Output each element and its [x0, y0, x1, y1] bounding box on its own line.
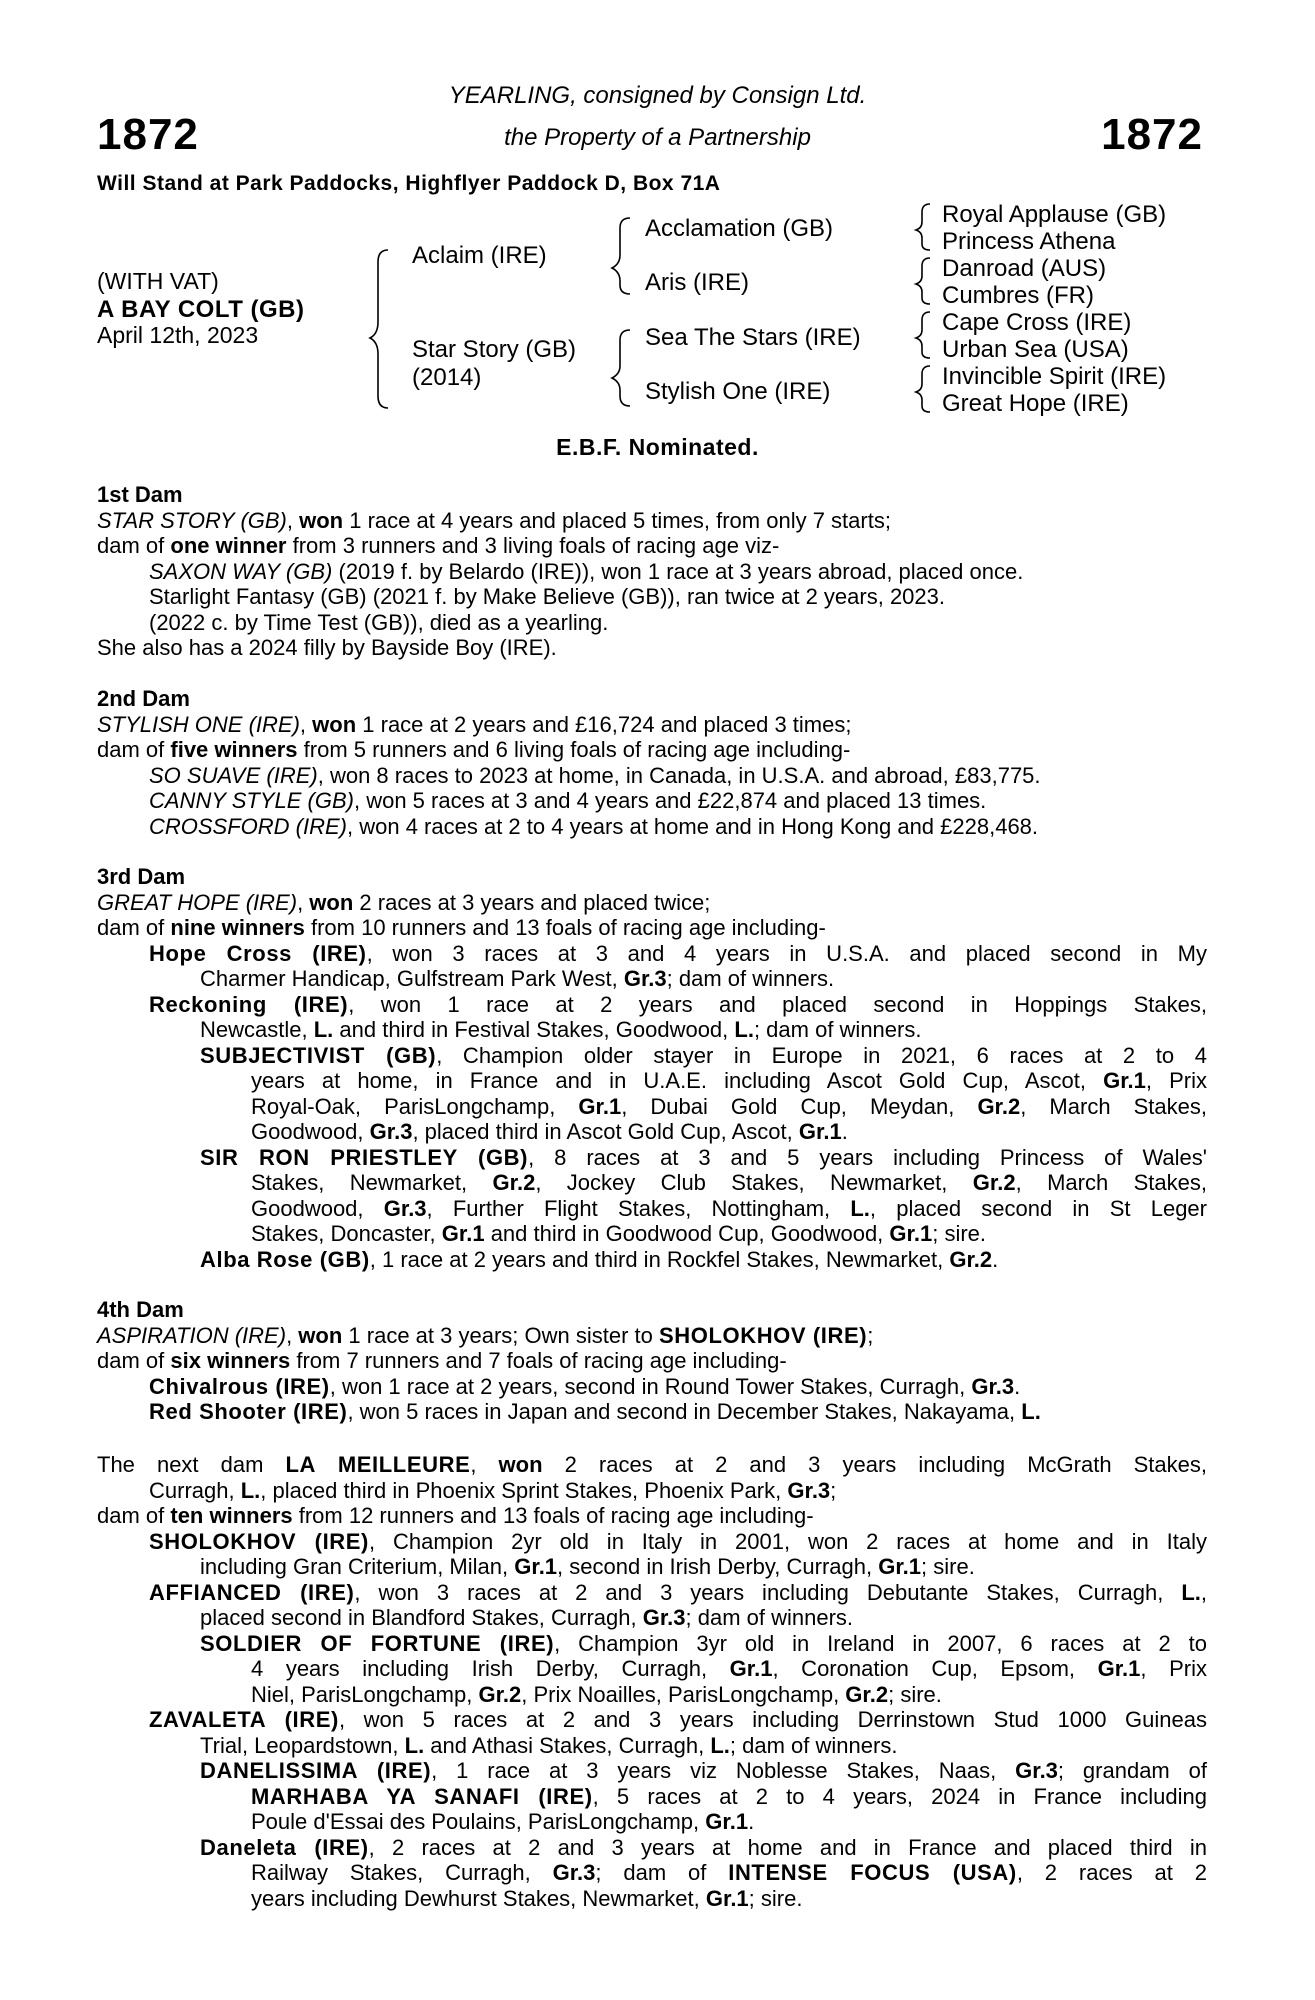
produce-hope-cross: Hope Cross (IRE), won 3 races at 3 and 4 years in U.S.A. and placed second in My [149, 940, 1207, 966]
pedigree-g3-4: Cumbres (FR) [942, 282, 1095, 309]
pedigree-dam: Star Story (GB) [412, 336, 577, 363]
foaling-date: April 12th, 2023 [97, 322, 259, 348]
second-dam-produce: dam of five winners from 5 runners and 6 living foals of racing age including- [97, 737, 851, 762]
next-dam-section [97, 1452, 1207, 1911]
produce-subjectivist-2: years at home, in France and in U.A.E. including Ascot Gold Cup, Ascot, Gr.1, Prix [251, 1068, 1207, 1093]
stand-location: Will Stand at Park Paddocks, Highflyer Paddock D, Box 71A [97, 172, 721, 195]
produce-sir-ron-priestley: SIR RON PRIESTLEY (GB), 8 races at 3 and 5 years including Princess of Wales' [200, 1144, 1207, 1170]
produce-zavaleta-2: Trial, Leopardstown, L. and Athasi Stakes, Curragh, L.; dam of winners. [200, 1732, 898, 1758]
second-dam-section [97, 686, 1207, 839]
next-dam-produce: dam of ten winners from 12 runners and 13 foals of racing age including- [97, 1503, 814, 1528]
produce-daneleta-2: Railway Stakes, Curragh, Gr.3; dam of INTENSE FOCUS (USA), 2 races at 2 [251, 1860, 1207, 1885]
produce-reckoning-cont: Newcastle, L. and third in Festival Stakes, Goodwood, L.; dam of winners. [200, 1017, 922, 1042]
produce-sir-ron-priestley-4: Stakes, Doncaster, Gr.1 and third in Goodwood Cup, Goodwood, Gr.1; sire. [251, 1221, 987, 1246]
horse-name: A BAY COLT (GB) [97, 296, 305, 323]
third-dam-produce: dam of nine winners from 10 runners and 13 foals of racing age including- [97, 915, 826, 940]
next-dam-line: The next dam LA MEILLEURE, won 2 races at 2 and 3 years including McGrath Stakes, [97, 1452, 1207, 1477]
produce-daneleta-3: years including Dewhurst Stakes, Newmarket, Gr.1; sire. [251, 1885, 803, 1911]
pedigree-dam-dam: Stylish One (IRE) [645, 378, 831, 405]
pedigree-g3-7: Invincible Spirit (IRE) [942, 363, 1167, 390]
fourth-dam-heading: 4th Dam [97, 1297, 184, 1322]
produce-subjectivist: SUBJECTIVIST (GB), Champion older stayer in Europe in 2021, 6 races at 2 to 4 [200, 1042, 1207, 1068]
produce-soldier-of-fortune-2: 4 years including Irish Derby, Curragh, Gr.1, Coronation Cup, Epsom, Gr.1, Prix [251, 1656, 1207, 1681]
produce-affianced-2: placed second in Blandford Stakes, Curragh, Gr.3; dam of winners. [200, 1605, 854, 1630]
pedigree-sire: Aclaim (IRE) [412, 242, 547, 269]
third-dam-section [97, 864, 1207, 1272]
pedigree-g3-8: Great Hope (IRE) [942, 390, 1129, 417]
produce-zavaleta: ZAVALETA (IRE), won 5 races at 2 and 3 years including Derrinstown Stud 1000 Guineas [149, 1707, 1207, 1732]
ebf-nominated: E.B.F. Nominated. [556, 434, 759, 460]
fourth-dam-section [97, 1297, 1207, 1425]
first-dam-heading: 1st Dam [97, 482, 183, 507]
produce-2022-colt: (2022 c. by Time Test (GB)), died as a yearling. [149, 609, 609, 635]
produce-hope-cross-cont: Charmer Handicap, Gulfstream Park West, Gr.3; dam of winners. [200, 966, 835, 991]
produce-reckoning: Reckoning (IRE), won 1 race at 2 years and placed second in Hoppings Stakes, [149, 991, 1207, 1017]
produce-canny-style: CANNY STYLE (GB), won 5 races at 3 and 4 years and £22,874 and placed 13 times. [149, 788, 987, 813]
pedigree-g3-6: Urban Sea (USA) [942, 336, 1129, 363]
lot-number-right: 1872 [1101, 110, 1203, 159]
produce-affianced: AFFIANCED (IRE), won 3 races at 2 and 3 years including Debutante Stakes, Curragh, L., [149, 1579, 1207, 1605]
produce-daneleta: Daneleta (IRE), 2 races at 2 and 3 years at home and in France and placed third in [200, 1834, 1207, 1860]
pedigree-dam-sire: Sea The Stars (IRE) [645, 324, 861, 351]
pedigree-sire-dam: Aris (IRE) [645, 269, 749, 296]
produce-sholokhov: SHOLOKHOV (IRE), Champion 2yr old in Italy in 2001, won 2 races at home and in Italy [149, 1528, 1208, 1554]
first-dam-note: She also has a 2024 filly by Bayside Boy (IRE). [97, 635, 557, 660]
vat-label: (WITH VAT) [97, 268, 219, 294]
second-dam-heading: 2nd Dam [97, 686, 190, 711]
produce-soldier-of-fortune-3: Niel, ParisLongchamp, Gr.2, Prix Noailles, ParisLongchamp, Gr.2; sire. [251, 1681, 942, 1707]
produce-starlight-fantasy: Starlight Fantasy (GB) (2021 f. by Make Believe (GB)), ran twice at 2 years, 2023. [149, 584, 945, 609]
produce-sir-ron-priestley-3: Goodwood, Gr.3, Further Flight Stakes, Nottingham, L., placed second in St Leger [251, 1195, 1207, 1221]
next-dam-line-2: Curragh, L., placed third in Phoenix Sprint Stakes, Phoenix Park, Gr.3; [149, 1477, 837, 1503]
pedigree-g3-3: Danroad (AUS) [942, 255, 1107, 282]
produce-danelissima-3: Poule d'Essai des Poulains, ParisLongchamp, Gr.1. [251, 1809, 755, 1834]
property-line: the Property of a Partnership [504, 124, 811, 151]
pedigree-g3-2: Princess Athena [942, 228, 1116, 255]
fourth-dam-produce: dam of six winners from 7 runners and 7 foals of racing age including- [97, 1348, 787, 1373]
produce-crossford: CROSSFORD (IRE), won 4 races at 2 to 4 years at home and in Hong Kong and £228,468. [149, 813, 1039, 839]
pedigree-g3-5: Cape Cross (IRE) [942, 309, 1132, 336]
pedigree-g3-1: Royal Applause (GB) [942, 201, 1167, 228]
produce-saxon-way: SAXON WAY (GB) (2019 f. by Belardo (IRE)), won 1 race at 3 years abroad, placed once. [149, 558, 1024, 584]
fourth-dam-line: ASPIRATION (IRE), won 1 race at 3 years; Own sister to SHOLOKHOV (IRE); [97, 1322, 874, 1348]
produce-sir-ron-priestley-2: Stakes, Newmarket, Gr.2, Jockey Club Stakes, Newmarket, Gr.2, March Stakes, [251, 1170, 1207, 1195]
consignment-line: YEARLING, consigned by Consign Ltd. [448, 82, 867, 109]
produce-so-suave: SO SUAVE (IRE), won 8 races to 2023 at home, in Canada, in U.S.A. and abroad, £83,775. [149, 762, 1041, 788]
produce-subjectivist-3: Royal-Oak, ParisLongchamp, Gr.1, Dubai Gold Cup, Meydan, Gr.2, March Stakes, [251, 1093, 1207, 1119]
produce-chivalrous: Chivalrous (IRE), won 1 race at 2 years, second in Round Tower Stakes, Curragh, Gr.3. [149, 1373, 1021, 1399]
third-dam-heading: 3rd Dam [97, 864, 186, 889]
produce-subjectivist-4: Goodwood, Gr.3, placed third in Ascot Gold Cup, Ascot, Gr.1. [251, 1119, 848, 1144]
produce-red-shooter: Red Shooter (IRE), won 5 races in Japan and second in December Stakes, Nakayama, L. [149, 1399, 1041, 1424]
produce-alba-rose: Alba Rose (GB), 1 race at 2 years and third in Rockfel Stakes, Newmarket, Gr.2. [200, 1246, 999, 1272]
second-dam-line: STYLISH ONE (IRE), won 1 race at 2 years and £16,724 and placed 3 times; [97, 711, 852, 737]
first-dam-produce: dam of one winner from 3 runners and 3 living foals of racing age viz- [97, 533, 780, 558]
pedigree-dam-year: (2014) [412, 364, 482, 391]
lot-number-left: 1872 [97, 110, 199, 159]
produce-marhaba-ya-sanafi: MARHABA YA SANAFI (IRE), 5 races at 2 to 4 years, 2024 in France including [251, 1783, 1207, 1809]
pedigree-sire-sire: Acclamation (GB) [645, 215, 834, 242]
produce-sholokhov-2: including Gran Criterium, Milan, Gr.1, second in Irish Derby, Curragh, Gr.1; sire. [200, 1554, 975, 1579]
produce-soldier-of-fortune: SOLDIER OF FORTUNE (IRE), Champion 3yr old in Ireland in 2007, 6 races at 2 to [200, 1630, 1207, 1656]
first-dam-line: STAR STORY (GB), won 1 race at 4 years and placed 5 times, from only 7 starts; [97, 507, 891, 533]
produce-danelissima: DANELISSIMA (IRE), 1 race at 3 years viz Noblesse Stakes, Naas, Gr.3; grandam of [200, 1758, 1208, 1783]
first-dam-section [97, 482, 1207, 661]
third-dam-line: GREAT HOPE (IRE), won 2 races at 3 years and placed twice; [97, 889, 711, 915]
